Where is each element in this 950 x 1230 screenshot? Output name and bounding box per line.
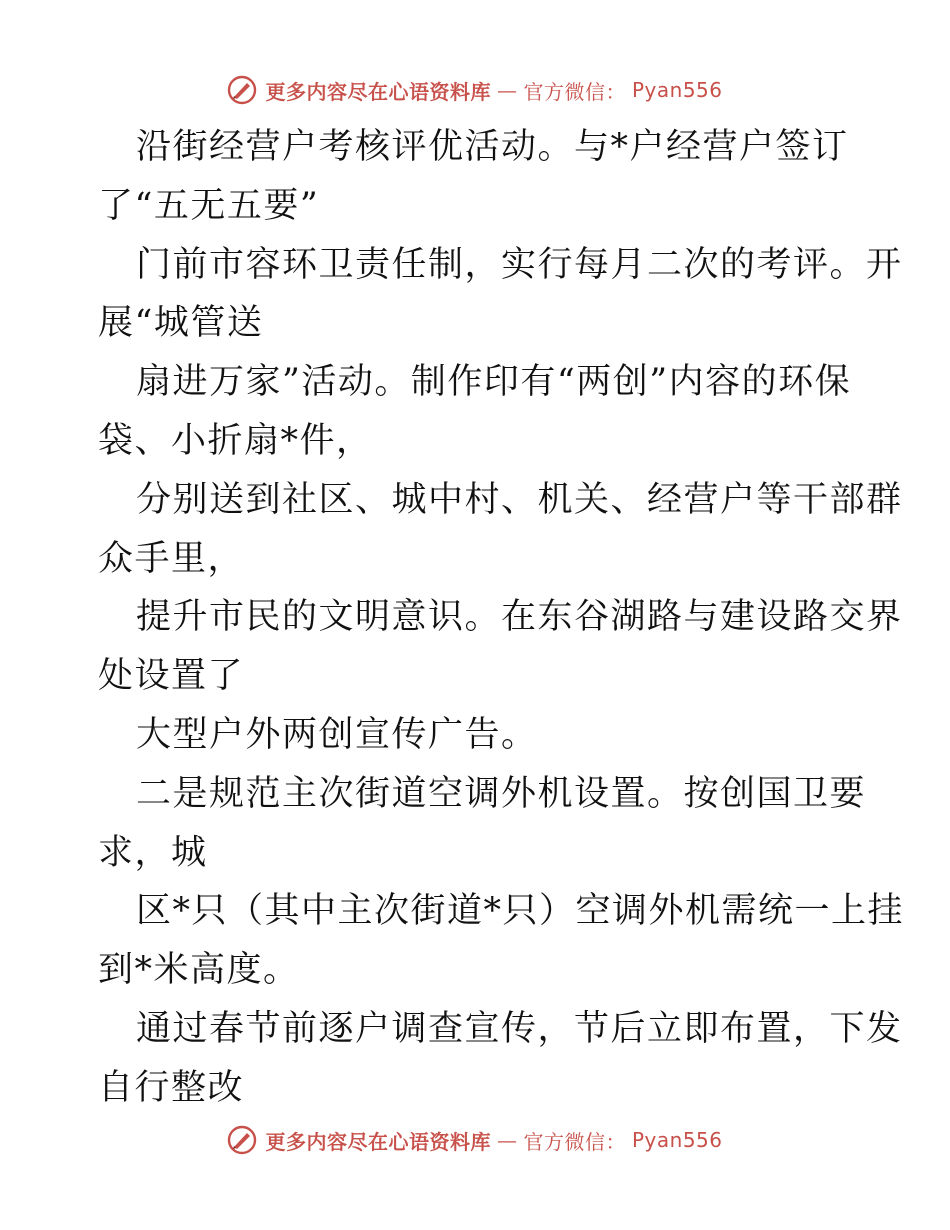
banner-wechat-id: Pyan556 [631,1128,723,1152]
banner-main-text: 更多内容尽在心语资料库 [265,79,491,104]
banner-main-text: 更多内容尽在心语资料库 [265,1129,491,1154]
paragraph-line: 展“城管送 [98,303,264,344]
pen-logo-icon [227,1125,257,1155]
paragraph-line: 处设置了 [98,656,245,697]
banner-dash: — [496,1128,518,1152]
paragraph-line: 到*米高度。 [98,950,300,991]
footer-banner [0,1120,950,1160]
paragraph-line: 通过春节前逐户调查宣传，节后立即布置，下发 [136,1008,903,1049]
paragraph-line: 提升市民的文明意识。在东谷湖路与建设路交界 [136,597,903,638]
banner-wechat-label: 官方微信： [523,1129,626,1154]
paragraph-line: 扇进万家”活动。制作印有“两创”内容的环保 [136,362,852,403]
banner-wechat-label: 官方微信： [523,79,626,104]
paragraph-line: 二是规范主次街道空调外机设置。按创国卫要 [136,773,867,814]
paragraph-line: 了“五无五要” [98,185,320,226]
paragraph-line: 区*只（其中主次街道*只）空调外机需统一上挂 [136,891,905,932]
banner-dash: — [496,78,518,102]
document-body [98,118,905,1118]
banner-wechat-id: Pyan556 [631,78,723,102]
paragraph-line: 门前市容环卫责任制，实行每月二次的考评。开 [136,244,903,285]
paragraph-line: 沿街经营户考核评优活动。与*户经营户签订 [136,127,849,167]
header-banner [0,70,950,110]
paragraph-line: 自行整改 [98,1067,245,1108]
paragraph-line: 求，城 [98,832,208,873]
paragraph-line: 袋、小折扇*件， [98,420,373,461]
pen-logo-icon [227,75,257,105]
paragraph-line: 大型户外两创宣传广告。 [136,714,538,755]
paragraph-line: 分别送到社区、城中村、机关、经营户等干部群 [136,479,903,520]
paragraph-line: 众手里， [98,538,245,579]
